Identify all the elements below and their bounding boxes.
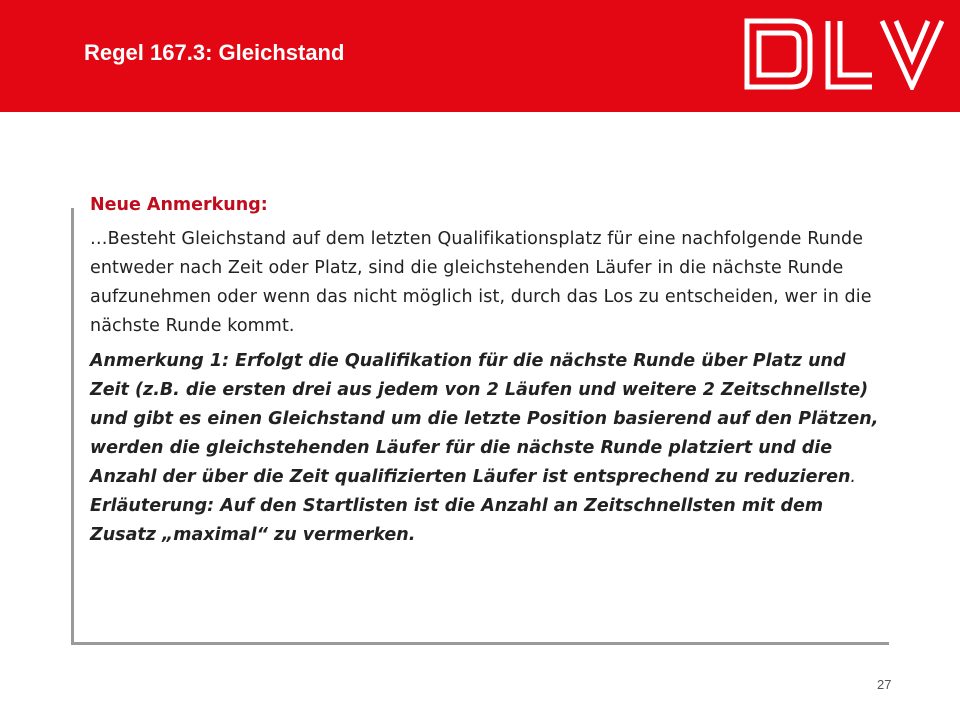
section-heading: Neue Anmerkung: [90,195,268,215]
note-paragraph [90,347,890,550]
frame-bottom-line [71,642,889,645]
rule-paragraph: …Besteht Gleichstand auf dem letzten Qualifikationsplatz für eine nachfolgende Runde entweder nach Zeit oder Platz, sind die gleichstehenden Läufer in die nächste Runde aufzunehmen oder wenn das nicht möglich ist, durch das Los zu entscheiden, wer in die nächste Runde kommt. [90,229,872,336]
dlv-logo [744,18,944,90]
slide-title: Regel 167.3: Gleichstand [84,40,345,65]
frame-left-line [71,208,74,645]
explanation-text: Erläuterung: Auf den Startlisten ist die Anzahl an Zeitschnellsten mit dem Zusatz „maximal“ zu vermerken. [90,496,824,545]
slide-content [90,191,890,550]
note-1-end: . [850,467,856,487]
note-1-text: Anmerkung 1: Erfolgt die Qualifikation für die nächste Runde über Platz und Zeit (z.B. die ersten drei aus jedem von 2 Läufen und weitere 2 Zeitschnellste) und gibt es einen Gleichstand um die letzte Position basierend auf den Plätzen, werden die gleichstehenden Läufer für die nächste Runde platziert und die Anzahl der über die Zeit qualifizierten Läufer ist entsprechend zu reduzieren [90,351,879,487]
page-number: 27 [877,677,892,692]
header-bar [0,0,960,112]
